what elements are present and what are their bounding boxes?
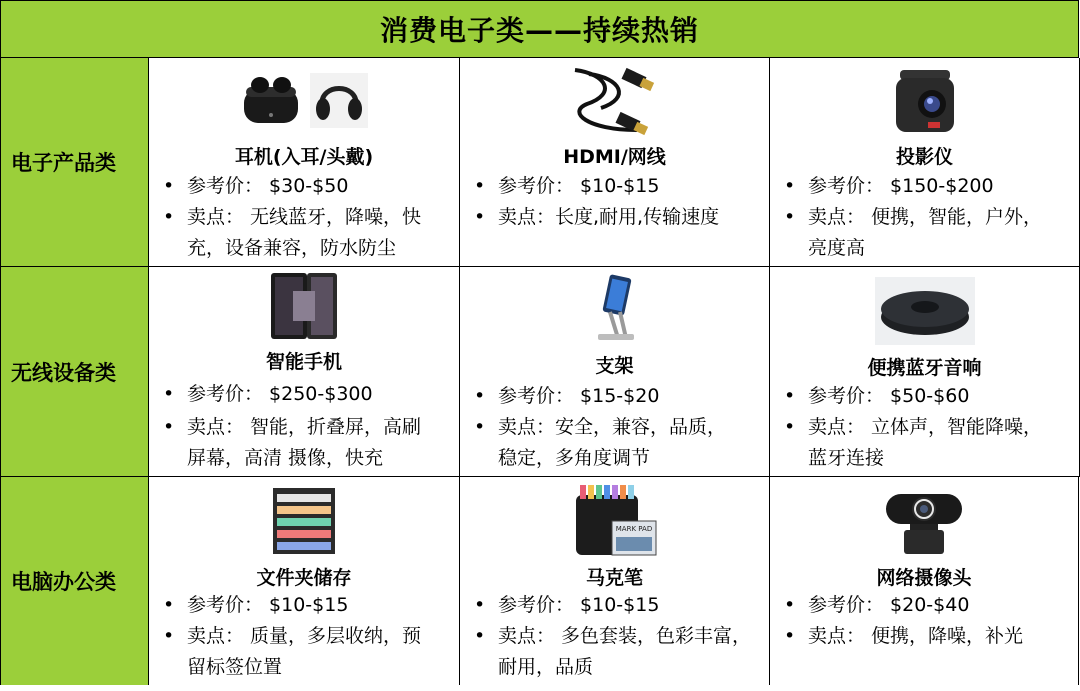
hdmi-cable-icon — [567, 64, 663, 138]
product-cell-hdmi: HDMI/网线 • 参考价： $10-$15 • 卖点：长度,耐用,传输速度 — [460, 58, 770, 267]
product-image — [149, 70, 459, 130]
product-image — [460, 271, 769, 345]
product-name: 投影仪 — [895, 146, 953, 168]
file-organizer-icon — [267, 484, 341, 556]
product-name: 耳机(入耳/头戴) — [234, 146, 374, 168]
product-image — [770, 483, 1078, 559]
product-name: 智能手机 — [265, 351, 342, 373]
product-name: HDMI/网线 — [563, 146, 666, 168]
category-electronics: 电子产品类 — [1, 58, 149, 267]
product-cell-webcam: 网络摄像头 • 参考价： $20-$40 • 卖点： 便携，降噪，补光 — [770, 477, 1078, 685]
product-image — [460, 481, 769, 559]
product-image — [149, 483, 459, 557]
product-cell-stand: 支架 • 参考价： $15-$20 • 卖点：安全，兼容，品质， 稳定，多角度调节 — [460, 267, 770, 477]
foldable-phone-icon — [267, 271, 341, 341]
product-name: 文件夹储存 — [256, 567, 352, 589]
headphones-icon — [310, 73, 368, 128]
product-cell-file-organizer: 文件夹储存 • 参考价： $10-$15 • 卖点： 质量，多层收纳，预 留标签位置 — [149, 477, 460, 685]
product-name: 网络摄像头 — [876, 567, 972, 589]
product-name: 马克笔 — [585, 567, 643, 589]
product-image — [770, 277, 1079, 345]
product-name: 支架 — [595, 355, 634, 377]
product-cell-projector: 投影仪 • 参考价： $150-$200 • 卖点： 便携，智能，户外， 亮度高 — [770, 58, 1080, 267]
product-name: 便携蓝牙音响 — [867, 357, 982, 379]
webcam-icon — [882, 484, 966, 558]
product-cell-speaker: 便携蓝牙音响 • 参考价： $50-$60 • 卖点： 立体声，智能降噪， 蓝牙连接 — [770, 267, 1080, 477]
product-cell-smartphone: 智能手机 • 参考价： $250-$300 • 卖点： 智能，折叠屏，高刷 屏幕，高清 摄像，快充 — [149, 267, 460, 477]
projector-icon — [890, 64, 960, 136]
table-title: 消费电子类——持续热销 — [1, 1, 1078, 58]
product-cell-earphones: 耳机(入耳/头戴) • 参考价： $30-$50 • 卖点： 无线蓝牙，降噪，快 充，设备兼容，防水防尘 — [149, 58, 460, 267]
category-office: 电脑办公类 — [1, 477, 149, 685]
category-wireless: 无线设备类 — [1, 267, 149, 477]
product-cell-markers: MARK PAD 马克笔 • 参考价： $10-$15 • 卖点： 多色套装，色彩丰富， 耐用，品质 — [460, 477, 770, 685]
earbuds-icon — [240, 73, 302, 128]
marker-pad-label: MARK PAD — [615, 525, 652, 533]
bluetooth-speaker-icon — [875, 277, 975, 345]
product-image — [770, 64, 1079, 136]
product-image — [460, 64, 769, 138]
product-image — [149, 271, 459, 341]
phone-stand-icon — [590, 272, 640, 344]
marker-set-icon — [572, 481, 658, 559]
